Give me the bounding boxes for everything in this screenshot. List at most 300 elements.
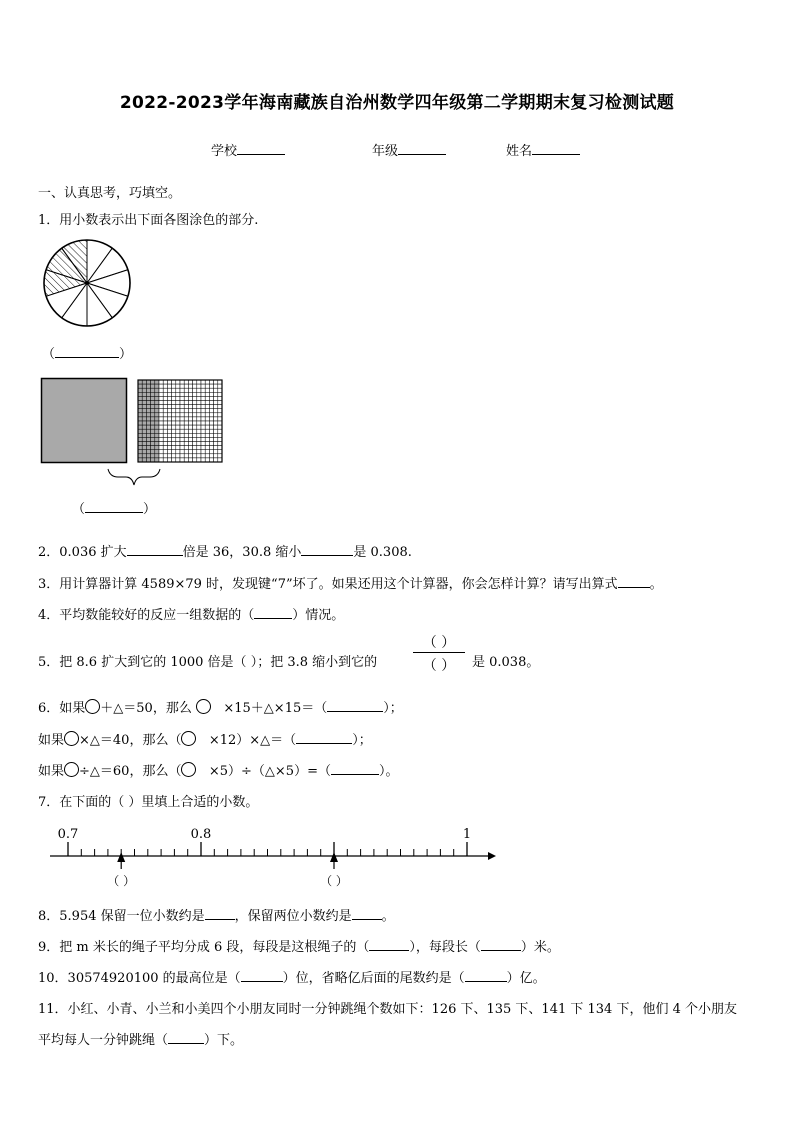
shaded-cell <box>151 384 155 388</box>
grid-cell <box>184 429 188 433</box>
grid-cell <box>218 413 222 417</box>
grid-cell <box>209 450 213 454</box>
question-2 <box>38 541 412 560</box>
q10-text: 10．30574920100 的最高位是（ <box>38 971 241 986</box>
shaded-cell <box>146 396 150 400</box>
grid-cell <box>163 446 167 450</box>
grid-cell <box>218 384 222 388</box>
grid-cell <box>197 442 201 446</box>
shaded-cell <box>155 384 159 388</box>
grid-cell <box>176 437 180 441</box>
grid-cell <box>214 405 218 409</box>
grid-cell <box>201 446 205 450</box>
grid-cell <box>180 413 184 417</box>
grid-cell <box>214 450 218 454</box>
q11-blank[interactable] <box>168 1031 204 1044</box>
grid-cell <box>159 396 163 400</box>
grid-cell <box>193 384 197 388</box>
grid-cell <box>184 425 188 429</box>
grid-cell <box>184 437 188 441</box>
tick-label: 0.8 <box>190 827 212 842</box>
grid-cell <box>218 401 222 405</box>
grid-cell <box>176 446 180 450</box>
shaded-cell <box>142 392 146 396</box>
grid-cell <box>184 454 188 458</box>
grid-cell <box>201 388 205 392</box>
shaded-cell <box>155 458 159 462</box>
shaded-cell <box>138 392 142 396</box>
grid-cell <box>159 433 163 437</box>
shaded-cell <box>146 458 150 462</box>
grid-cell <box>205 433 209 437</box>
grid-cell <box>188 442 192 446</box>
paren-close: ） <box>119 347 133 362</box>
grid-cell <box>172 417 176 421</box>
grid-cell <box>193 450 197 454</box>
grid-cell <box>193 380 197 384</box>
grid-cell <box>167 442 171 446</box>
grid-cell <box>193 396 197 400</box>
shaded-cell <box>146 405 150 409</box>
shaded-cell <box>138 409 142 413</box>
q11-text: 平均每人一分钟跳绳（ <box>38 1033 169 1048</box>
grid-cell <box>209 421 213 425</box>
question-4 <box>38 604 344 623</box>
grid-cell <box>184 458 188 462</box>
shaded-cell <box>146 392 150 396</box>
shaded-cell <box>155 446 159 450</box>
grid-cell <box>167 401 171 405</box>
name-blank[interactable] <box>532 142 580 155</box>
q4-text-b: ）情况。 <box>292 608 345 623</box>
grid-cell <box>209 454 213 458</box>
grid-cell <box>167 396 171 400</box>
number-line-answer-blank[interactable]: （ ） <box>320 874 348 888</box>
grid-cell <box>163 392 167 396</box>
question-7: 7．在下面的（ ）里填上合适的小数。 <box>38 795 259 810</box>
grid-cell <box>172 405 176 409</box>
grid-cell <box>205 429 209 433</box>
shaded-cell <box>151 396 155 400</box>
shaded-cell <box>138 429 142 433</box>
grid-cell <box>180 433 184 437</box>
fraction-denominator[interactable]: （ ） <box>422 658 456 674</box>
grid-cell <box>188 433 192 437</box>
grid-cell <box>184 405 188 409</box>
grid-cell <box>176 450 180 454</box>
grid-cell <box>163 437 167 441</box>
shaded-cell <box>138 450 142 454</box>
q6-blank-1[interactable] <box>327 699 383 712</box>
grid-cell <box>184 413 188 417</box>
shaded-cell <box>151 458 155 462</box>
shaded-cell <box>146 413 150 417</box>
question-5-text-a: 5．把 8.6 扩大到它的 1000 倍是（ ）；把 3.8 缩小到它的 <box>38 655 378 670</box>
grid-cell <box>209 417 213 421</box>
q6-text: ×5）÷（△×5）=（ <box>208 764 331 779</box>
q6-text: ÷△＝60，那么（ <box>79 764 182 779</box>
circle-figure <box>40 238 134 328</box>
school-blank[interactable] <box>237 142 285 155</box>
grade-blank[interactable] <box>398 142 446 155</box>
grid-cell <box>172 401 176 405</box>
shaded-cell <box>138 405 142 409</box>
grid-cell <box>197 409 201 413</box>
shaded-cell <box>151 446 155 450</box>
grid-cell <box>201 425 205 429</box>
shaded-cell <box>155 429 159 433</box>
grid-cell <box>172 437 176 441</box>
q9-blank-2[interactable] <box>481 938 521 951</box>
grid-cell <box>214 392 218 396</box>
grid-cell <box>205 446 209 450</box>
shaded-cell <box>138 446 142 450</box>
grade-field[interactable] <box>372 140 446 159</box>
q2-blank-1[interactable] <box>127 543 183 556</box>
grid-cell <box>163 421 167 425</box>
q3-blank[interactable] <box>618 575 650 588</box>
grid-cell <box>172 392 176 396</box>
q6-blank-3[interactable] <box>331 762 379 775</box>
grid-cell <box>214 380 218 384</box>
q11-text: ）下。 <box>204 1033 244 1048</box>
q8-blank-2[interactable] <box>352 907 382 920</box>
grid-cell <box>172 450 176 454</box>
shaded-cell <box>155 425 159 429</box>
tick-label: 0.7 <box>57 827 79 842</box>
paren-open: （ <box>42 347 56 362</box>
q6-text: ×15＋△×15＝（ <box>223 701 328 716</box>
grid-cell <box>172 380 176 384</box>
shaded-cell <box>142 433 146 437</box>
q2-text-b: 倍是 36，30.8 缩小 <box>182 545 302 560</box>
shaded-cell <box>142 442 146 446</box>
grid-cell <box>193 401 197 405</box>
tick-label: 1 <box>462 827 472 842</box>
grid-cell <box>167 388 171 392</box>
grid-cell <box>167 425 171 429</box>
grid-cell <box>184 392 188 396</box>
question-3 <box>38 573 663 592</box>
grid-cell <box>193 409 197 413</box>
grid-cell <box>188 409 192 413</box>
q3-text-a: 3．用计算器计算 4589×79 时，发现键“7”坏了。如果还用这个计算器，你会怎样计算？请写出算式 <box>38 577 618 592</box>
grid-cell <box>167 417 171 421</box>
grid-cell <box>172 384 176 388</box>
grid-cell <box>197 421 201 425</box>
grid-cell <box>193 392 197 396</box>
shaded-cell <box>142 401 146 405</box>
grid-cell <box>218 392 222 396</box>
grid-cell <box>218 409 222 413</box>
shaded-cell <box>138 437 142 441</box>
grid-cell <box>201 384 205 388</box>
grid-cell <box>167 413 171 417</box>
q4-blank[interactable] <box>254 606 292 619</box>
grid-cell <box>197 446 201 450</box>
q5-fraction[interactable] <box>413 632 465 674</box>
shaded-cell <box>142 413 146 417</box>
grid-cell <box>201 437 205 441</box>
q1-blank-a[interactable] <box>42 343 132 362</box>
grid-cell <box>184 442 188 446</box>
shaded-cell <box>138 413 142 417</box>
grid-cell <box>159 409 163 413</box>
shaded-cell <box>138 384 142 388</box>
grid-cell <box>209 437 213 441</box>
shaded-cell <box>142 384 146 388</box>
shaded-cell <box>142 458 146 462</box>
grid-cell <box>188 429 192 433</box>
grid-cell <box>209 396 213 400</box>
question-8 <box>38 905 395 924</box>
shaded-cell <box>151 392 155 396</box>
shaded-cell <box>146 388 150 392</box>
q6-text: ＋△＝50，那么 <box>100 701 192 716</box>
circle-symbol <box>181 731 196 746</box>
grid-cell <box>197 405 201 409</box>
section-heading: 一、认真思考，巧填空。 <box>38 186 182 201</box>
grid-cell <box>188 446 192 450</box>
fraction-bar <box>413 652 465 653</box>
question-10 <box>38 967 546 986</box>
shaded-cell <box>146 442 150 446</box>
shaded-cell <box>151 388 155 392</box>
grid-cell <box>201 454 205 458</box>
shaded-cell <box>155 413 159 417</box>
shaded-cell <box>138 458 142 462</box>
shaded-cell <box>138 388 142 392</box>
q1-blank-b[interactable] <box>72 498 156 517</box>
q9-text: 9．把 m 米长的绳子平均分成 6 段，每段是这根绳子的（ <box>38 940 370 955</box>
q9-text: ），每段长（ <box>409 940 481 955</box>
grid-cell <box>176 413 180 417</box>
grid-cell <box>205 421 209 425</box>
grid-cell <box>172 409 176 413</box>
grid-cell <box>188 417 192 421</box>
shaded-cell <box>142 409 146 413</box>
shaded-cell <box>155 450 159 454</box>
name-field[interactable] <box>506 140 580 159</box>
grid-cell <box>159 458 163 462</box>
q10-text: ）亿。 <box>506 971 546 986</box>
grid-cell <box>218 396 222 400</box>
fraction-numerator[interactable]: （ ） <box>422 635 456 651</box>
grid-cell <box>209 401 213 405</box>
grid-cell <box>214 446 218 450</box>
number-line-answer-blank[interactable]: （ ） <box>107 874 136 888</box>
shaded-cell <box>155 437 159 441</box>
shaded-cell <box>151 380 155 384</box>
grid-cell <box>201 409 205 413</box>
grid-cell <box>209 446 213 450</box>
circle-symbol <box>181 762 196 777</box>
grid-cell <box>218 437 222 441</box>
shaded-cell <box>151 421 155 425</box>
grid-cell <box>205 450 209 454</box>
shaded-cell <box>155 396 159 400</box>
grid-cell <box>209 384 213 388</box>
arrow-right-icon <box>488 852 496 860</box>
page-title: 2022-2023学年海南藏族自治州数学四年级第二学期期末复习检测试题 <box>119 93 675 113</box>
shaded-cell <box>155 405 159 409</box>
shaded-cell <box>155 442 159 446</box>
grid-cell <box>205 405 209 409</box>
shaded-cell <box>151 401 155 405</box>
q4-text-a: 4．平均数能较好的反应一组数据的（ <box>38 608 255 623</box>
q3-text-b: 。 <box>649 577 663 592</box>
grid-cell <box>159 380 163 384</box>
hundred-grid <box>138 380 222 462</box>
grid-cell <box>214 458 218 462</box>
grid-cell <box>172 421 176 425</box>
q6-text: 如果 <box>38 764 65 779</box>
grid-cell <box>188 388 192 392</box>
q10-blank-1[interactable] <box>241 969 283 982</box>
q6-blank-2[interactable] <box>296 731 352 744</box>
shaded-cell <box>138 454 142 458</box>
grid-cell <box>176 421 180 425</box>
shaded-cell <box>138 442 142 446</box>
grid-cell <box>172 396 176 400</box>
grid-cell <box>163 409 167 413</box>
grid-cell <box>218 454 222 458</box>
grid-cell <box>184 421 188 425</box>
grid-cell <box>163 458 167 462</box>
grid-cell <box>201 396 205 400</box>
shaded-cell <box>146 446 150 450</box>
shaded-cell <box>138 421 142 425</box>
grid-cell <box>180 458 184 462</box>
shaded-cell <box>155 421 159 425</box>
q8-blank-1[interactable] <box>205 907 235 920</box>
grid-cell <box>193 454 197 458</box>
shaded-cell <box>138 417 142 421</box>
grid-cell <box>214 396 218 400</box>
grid-cell <box>176 392 180 396</box>
q8-text: 。 <box>381 909 395 924</box>
grid-cell <box>214 442 218 446</box>
grid-cell <box>176 396 180 400</box>
grid-cell <box>201 401 205 405</box>
grid-cell <box>163 388 167 392</box>
grid-cell <box>159 392 163 396</box>
shaded-cell <box>151 454 155 458</box>
grid-cell <box>209 413 213 417</box>
shaded-cell <box>146 409 150 413</box>
grid-cell <box>193 413 197 417</box>
circle-symbol <box>64 762 79 777</box>
grid-cell <box>205 392 209 396</box>
grid-cell <box>176 429 180 433</box>
grid-cell <box>167 405 171 409</box>
q2-text-a: 2．0.036 扩大 <box>38 545 127 560</box>
q8-text: 8．5.954 保留一位小数约是 <box>38 909 205 924</box>
question-9 <box>38 936 560 955</box>
grid-cell <box>201 442 205 446</box>
shaded-cell <box>151 409 155 413</box>
grid-cell <box>163 384 167 388</box>
grid-cell <box>218 388 222 392</box>
grid-cell <box>176 380 180 384</box>
grid-cell <box>193 421 197 425</box>
shaded-cell <box>142 388 146 392</box>
q1-answer-b[interactable] <box>85 500 143 513</box>
grid-cell <box>197 396 201 400</box>
grid-cell <box>172 454 176 458</box>
grid-cell <box>188 454 192 458</box>
q1-answer-a[interactable] <box>55 345 119 358</box>
grid-cell <box>176 433 180 437</box>
grid-cell <box>176 401 180 405</box>
grid-cell <box>209 429 213 433</box>
grid-cell <box>188 396 192 400</box>
shaded-cell <box>146 425 150 429</box>
arrow-up-icon <box>117 852 125 862</box>
question-6-line-1 <box>38 697 403 716</box>
grid-cell <box>188 392 192 396</box>
grid-cell <box>159 401 163 405</box>
grid-cell <box>214 409 218 413</box>
school-field[interactable] <box>211 140 285 159</box>
grid-cell <box>159 405 163 409</box>
grid-cell <box>197 413 201 417</box>
grid-cell <box>167 392 171 396</box>
shaded-cell <box>151 425 155 429</box>
grid-cell <box>197 433 201 437</box>
grid-cell <box>205 413 209 417</box>
shaded-cell <box>142 396 146 400</box>
shaded-cell <box>142 425 146 429</box>
grid-cell <box>188 405 192 409</box>
grid-cell <box>214 417 218 421</box>
name-label: 姓名 <box>506 144 533 159</box>
grid-cell <box>201 450 205 454</box>
q9-blank-1[interactable] <box>369 938 409 951</box>
grid-cell <box>167 421 171 425</box>
shaded-cell <box>151 429 155 433</box>
grid-cell <box>205 417 209 421</box>
grid-cell <box>176 417 180 421</box>
grid-cell <box>159 421 163 425</box>
grid-cell <box>172 413 176 417</box>
grid-cell <box>218 380 222 384</box>
grid-cell <box>163 454 167 458</box>
grid-cell <box>167 450 171 454</box>
grid-cell <box>184 450 188 454</box>
shaded-cell <box>155 380 159 384</box>
shaded-cell <box>155 401 159 405</box>
shaded-cell <box>151 437 155 441</box>
grid-cell <box>184 401 188 405</box>
grid-cell <box>197 388 201 392</box>
grid-cell <box>172 388 176 392</box>
q10-blank-2[interactable] <box>465 969 507 982</box>
q2-blank-2[interactable] <box>301 543 353 556</box>
grid-cell <box>184 380 188 384</box>
grid-cell <box>218 425 222 429</box>
grid-cell <box>205 437 209 441</box>
grid-cell <box>159 384 163 388</box>
grid-cell <box>209 458 213 462</box>
grid-figure <box>40 377 226 489</box>
shaded-cell <box>146 454 150 458</box>
shaded-cell <box>138 396 142 400</box>
grid-cell <box>214 421 218 425</box>
grid-cell <box>180 405 184 409</box>
shaded-cell <box>146 437 150 441</box>
shaded-cell <box>146 401 150 405</box>
